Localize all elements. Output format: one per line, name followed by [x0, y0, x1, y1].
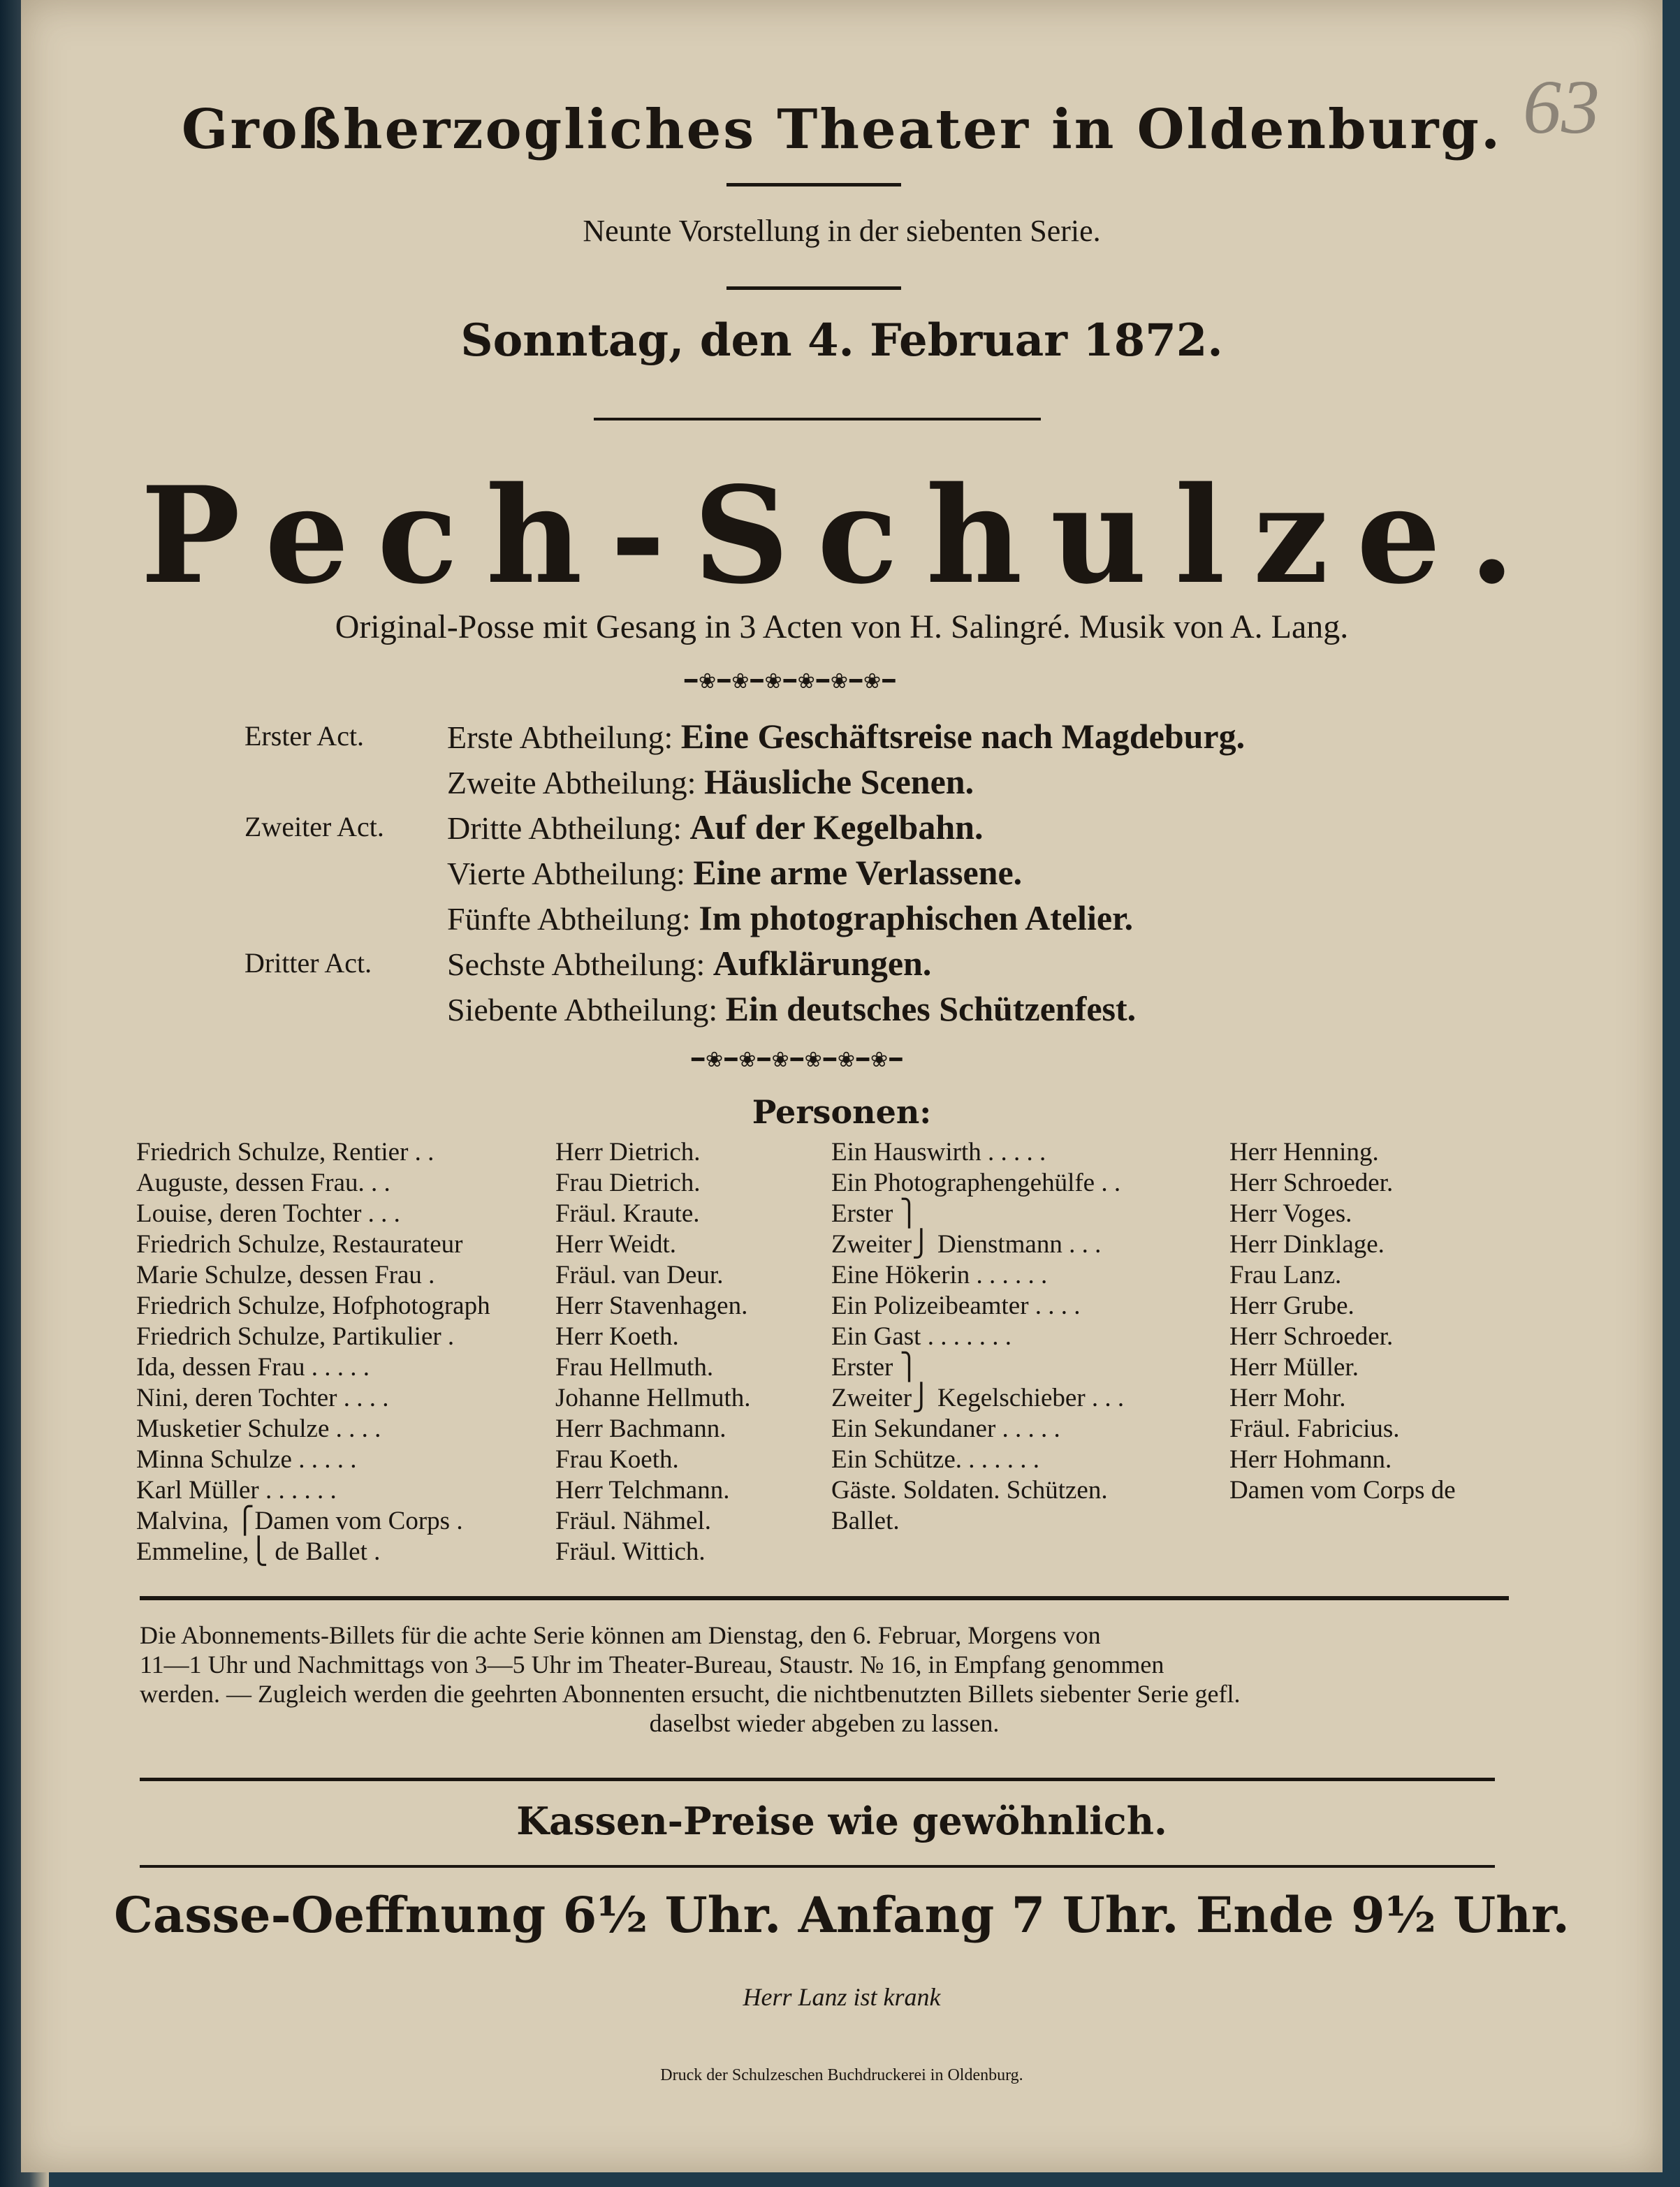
- person-row: [831, 1137, 1379, 1168]
- notice-line: 11—1 Uhr und Nachmittags von 3—5 Uhr im Theater-Bureau, Staustr. № 16, in Empfang genommen: [140, 1651, 1164, 1678]
- person-role: Friedrich Schulze, Restaurateur: [136, 1230, 463, 1259]
- person-actor: Herr Telchmann.: [555, 1476, 730, 1505]
- person-row: [136, 1537, 706, 1567]
- person-actor: Herr Stavenhagen.: [555, 1292, 748, 1320]
- person-role: Friedrich Schulze, Rentier . .: [136, 1138, 434, 1166]
- person-row: [136, 1137, 701, 1168]
- person-actor: Herr Henning.: [1229, 1138, 1379, 1166]
- person-role: Ein Hauswirth . . . . .: [831, 1138, 1046, 1166]
- act-part: [447, 898, 1133, 938]
- person-row: [136, 1229, 677, 1260]
- act-part: [447, 852, 1022, 893]
- ornament-divider: ━❀━❀━❀━❀━❀━❀━: [685, 669, 897, 694]
- thick-divider: [140, 1778, 1495, 1781]
- person-row: [831, 1260, 1342, 1291]
- person-row: [831, 1168, 1394, 1199]
- person-row: [136, 1260, 724, 1291]
- person-role: Zweiter⎭ Dienstmann . . .: [831, 1230, 1102, 1259]
- person-row: [831, 1322, 1394, 1352]
- times-line: Casse-Oeffnung 6½ Uhr. Anfang 7 Uhr. Ende 9½ Uhr.: [114, 1886, 1570, 1944]
- page-number: 63: [1523, 64, 1600, 149]
- notice-line: daselbst wieder abgeben zu lassen.: [649, 1709, 1000, 1737]
- person-row: [136, 1291, 748, 1322]
- part-title: Eine arme Verlassene.: [693, 853, 1023, 892]
- divider: [726, 183, 901, 186]
- act-label: Erster Act.: [244, 720, 365, 752]
- act-part: [447, 807, 983, 847]
- person-row: [831, 1414, 1400, 1444]
- person-row: [831, 1506, 1124, 1537]
- person-row: [136, 1352, 714, 1383]
- person-actor: Fräul. Wittich.: [555, 1537, 706, 1566]
- person-actor: Herr Müller.: [1229, 1353, 1359, 1382]
- person-row: [831, 1199, 1352, 1229]
- part-label: Siebente Abtheilung:: [447, 992, 718, 1027]
- person-actor: Herr Mohr.: [1229, 1384, 1346, 1412]
- person-actor: Herr Bachmann.: [555, 1414, 726, 1443]
- handwritten-note: Herr Lanz ist krank: [743, 1983, 941, 2011]
- person-role: Ein Gast . . . . . . .: [831, 1322, 1011, 1351]
- person-role: Ein Schütze. . . . . . .: [831, 1445, 1040, 1474]
- person-actor: Fräul. Kraute.: [555, 1199, 700, 1228]
- act-part: [447, 988, 1136, 1029]
- person-role: Gäste. Soldaten. Schützen.: [831, 1476, 1108, 1505]
- person-actor: Frau Lanz.: [1229, 1261, 1342, 1289]
- act-part: [447, 716, 1245, 756]
- person-actor: Herr Koeth.: [555, 1322, 679, 1351]
- person-role: Eine Hökerin . . . . . .: [831, 1261, 1048, 1289]
- person-role: Ein Polizeibeamter . . . .: [831, 1292, 1081, 1320]
- person-role: Zweiter⎭ Kegelschieber . . .: [831, 1384, 1125, 1412]
- person-actor: Fräul. Fabricius.: [1229, 1414, 1400, 1443]
- person-actor: Herr Grube.: [1229, 1292, 1354, 1320]
- part-title: Ein deutsches Schützenfest.: [725, 989, 1137, 1028]
- person-actor: Herr Hohmann.: [1229, 1445, 1392, 1474]
- part-title: Im photographischen Atelier.: [699, 898, 1134, 937]
- part-title: Eine Geschäftsreise nach Magdeburg.: [680, 717, 1246, 756]
- person-actor: Herr Dinklage.: [1229, 1230, 1385, 1259]
- person-row: [831, 1291, 1354, 1322]
- person-row: [136, 1322, 679, 1352]
- person-role: Friedrich Schulze, Partikulier .: [136, 1322, 455, 1351]
- part-label: Sechste Abtheilung:: [447, 946, 706, 982]
- person-row: [831, 1475, 1456, 1506]
- person-role: Ballet.: [831, 1507, 900, 1535]
- person-role: Ein Sekundaner . . . . .: [831, 1414, 1060, 1443]
- person-actor: Herr Dietrich.: [555, 1138, 701, 1166]
- divider: [726, 286, 901, 290]
- person-row: [136, 1414, 726, 1444]
- part-label: Fünfte Abtheilung:: [447, 901, 691, 937]
- person-actor: Frau Koeth.: [555, 1445, 679, 1474]
- person-actor: Frau Hellmuth.: [555, 1353, 714, 1382]
- person-actor: Frau Dietrich.: [555, 1169, 701, 1197]
- part-label: Dritte Abtheilung:: [447, 810, 682, 846]
- person-actor: Fräul. Nähmel.: [555, 1507, 711, 1535]
- person-role: Minna Schulze . . . . .: [136, 1445, 357, 1474]
- person-role: Nini, deren Tochter . . . .: [136, 1384, 389, 1412]
- person-role: Auguste, dessen Frau. . .: [136, 1169, 390, 1197]
- persons-heading: Personen:: [752, 1093, 932, 1131]
- notice-line: werden. — Zugleich werden die geehrten Abonnenten ersucht, die nichtbenutzten Billets siebenter Serie gefl.: [140, 1680, 1241, 1708]
- part-label: Vierte Abtheilung:: [447, 856, 685, 891]
- person-actor: Johanne Hellmuth.: [555, 1384, 751, 1412]
- person-role: Marie Schulze, dessen Frau .: [136, 1261, 435, 1289]
- act-label: Zweiter Act.: [244, 811, 384, 842]
- person-role: Erster ⎫: [831, 1199, 919, 1228]
- thin-divider: [140, 1865, 1495, 1868]
- person-row: [831, 1444, 1392, 1475]
- printer-imprint: Druck der Schulzeschen Buchdruckerei in Oldenburg.: [660, 2066, 1023, 2084]
- persons-right-column: [831, 1137, 1456, 1537]
- subscription-notice: [140, 1621, 1509, 1738]
- person-row: [136, 1475, 730, 1506]
- thick-divider: [140, 1596, 1509, 1600]
- person-row: [831, 1383, 1346, 1414]
- part-title: Aufklärungen.: [713, 944, 932, 983]
- person-row: [831, 1352, 1359, 1383]
- performance-date: Sonntag, den 4. Februar 1872.: [460, 314, 1223, 367]
- person-actor: Herr Weidt.: [555, 1230, 677, 1259]
- person-role: Louise, deren Tochter . . .: [136, 1199, 400, 1228]
- person-actor: Damen vom Corps de: [1229, 1476, 1456, 1505]
- ornamental-rule: [594, 418, 1041, 420]
- theater-name: Großherzogliches Theater in Oldenburg.: [181, 98, 1503, 161]
- person-row: [136, 1168, 701, 1199]
- person-role: Emmeline,⎩ de Ballet .: [136, 1537, 381, 1566]
- person-role: Karl Müller . . . . . .: [136, 1476, 337, 1505]
- act-label: Dritter Act.: [244, 947, 372, 979]
- person-role: Ida, dessen Frau . . . . .: [136, 1353, 370, 1382]
- part-label: Zweite Abtheilung:: [447, 765, 696, 800]
- person-role: Musketier Schulze . . . .: [136, 1414, 381, 1443]
- person-actor: Herr Schroeder.: [1229, 1169, 1394, 1197]
- act-part: [447, 761, 974, 802]
- person-role: Malvina, ⎧Damen vom Corps .: [136, 1507, 463, 1535]
- person-row: [136, 1199, 700, 1229]
- person-actor: Herr Voges.: [1229, 1199, 1352, 1228]
- part-title: Auf der Kegelbahn.: [689, 807, 984, 847]
- performance-note: Neunte Vorstellung in der siebenten Serie.: [583, 214, 1101, 248]
- playbill-page: [21, 0, 1663, 2172]
- person-row: [136, 1444, 679, 1475]
- part-title: Häusliche Scenen.: [703, 762, 974, 801]
- person-role: Erster ⎫: [831, 1353, 919, 1382]
- notice-line: Die Abonnements-Billets für die achte Serie können am Dienstag, den 6. Februar, Morgens von: [140, 1621, 1101, 1649]
- act-part: [447, 943, 931, 983]
- person-row: [136, 1383, 751, 1414]
- person-actor: Fräul. van Deur.: [555, 1261, 724, 1289]
- persons-left-column: [136, 1137, 751, 1567]
- person-row: [831, 1229, 1385, 1260]
- person-role: Friedrich Schulze, Hofphotograph: [136, 1292, 490, 1320]
- person-row: [136, 1506, 711, 1537]
- ornament-divider: ━❀━❀━❀━❀━❀━❀━: [692, 1048, 904, 1072]
- person-role: Ein Photographengehülfe . .: [831, 1169, 1121, 1197]
- play-title: Pech-Schulze.: [140, 458, 1543, 613]
- prices-line: Kassen-Preise wie gewöhnlich.: [516, 1799, 1167, 1843]
- person-actor: Herr Schroeder.: [1229, 1322, 1394, 1351]
- part-label: Erste Abtheilung:: [447, 719, 673, 755]
- play-subtitle: Original-Posse mit Gesang in 3 Acten von H. Salingré. Musik von A. Lang.: [335, 608, 1349, 645]
